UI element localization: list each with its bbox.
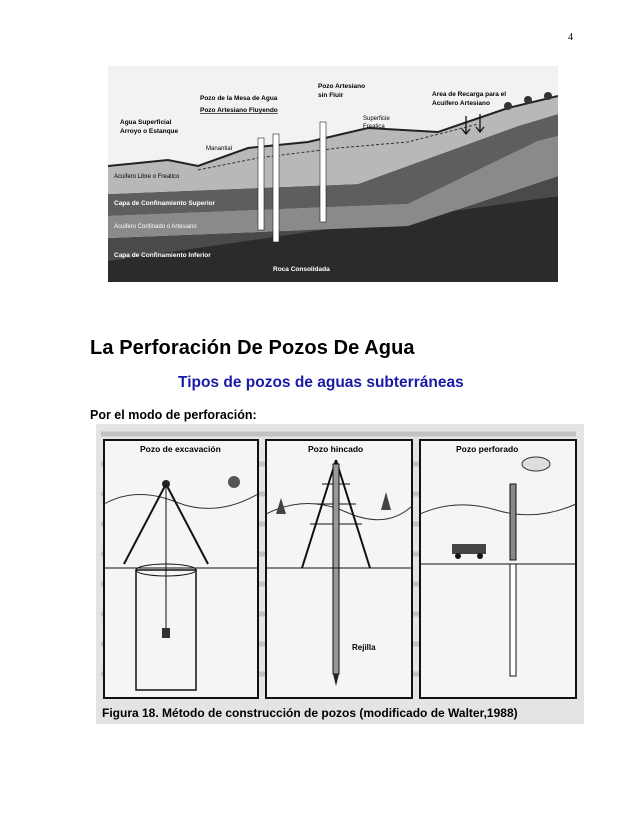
rejilla-label: Rejilla — [352, 643, 376, 652]
panel-3-title: Pozo perforado — [456, 444, 519, 454]
label-roca: Roca Consolidada — [273, 266, 330, 273]
page-subtitle: Tipos de pozos de aguas subterráneas — [178, 374, 464, 391]
section-label: Por el modo de perforación: — [90, 408, 257, 422]
well-construction-figure — [96, 424, 584, 724]
label-pozo-mesa: Pozo de la Mesa de Agua — [200, 95, 278, 102]
figure-caption: Figura 18. Método de construcción de pozos (modificado de Walter,1988) — [102, 706, 518, 720]
label-pozo-sin-fluir-1: Pozo Artesiano — [318, 83, 366, 90]
page-title: La Perforación De Pozos De Agua — [90, 337, 415, 359]
label-acuifero-libre: Acuifero Libre o Freatico — [114, 174, 180, 180]
label-superficie-2: Freatica — [363, 124, 385, 130]
panel-2-title: Pozo hincado — [308, 444, 364, 454]
label-capa-superior: Capa de Confinamiento Superior — [114, 200, 216, 207]
page-number: 4 — [568, 32, 573, 43]
label-pozo-sin-fluir-2: sin Fluir — [318, 92, 344, 99]
aquifer-diagram — [108, 66, 558, 282]
label-manantial: Manantial — [206, 146, 233, 152]
label-area-recarga-2: Acuifero Artesiano — [432, 100, 490, 107]
label-acuifero-confinado: Acuifero Confinado o Artesiano — [114, 224, 197, 230]
label-area-recarga-1: Area de Recarga para el — [432, 91, 507, 98]
label-agua-superficial: Agua Superficial — [120, 119, 172, 126]
label-superficie-1: Superficie — [363, 116, 390, 122]
panel-1-title: Pozo de excavación — [140, 444, 221, 454]
label-pozo-fluyendo: Pozo Artesiano Fluyendo — [200, 107, 278, 114]
label-capa-inferior: Capa de Confinamiento Inferior — [114, 252, 211, 259]
label-arroyo: Arroyo o Estanque — [120, 128, 179, 135]
